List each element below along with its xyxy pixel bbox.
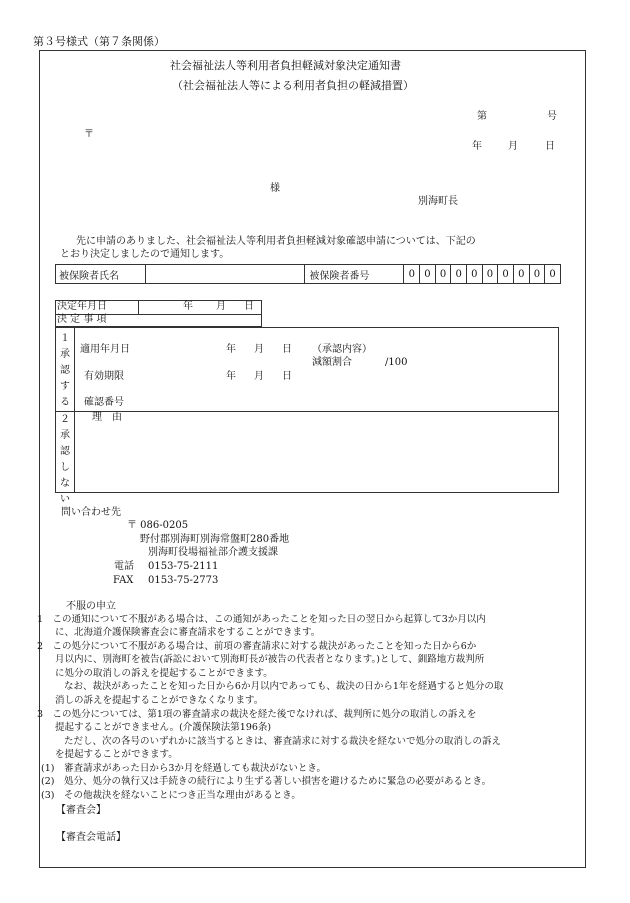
contact-tel-label: 電話	[114, 561, 134, 572]
shinsakai-label: 【審査会】	[56, 805, 106, 816]
contact-fax: 0153-75-2773	[148, 575, 219, 586]
appeal-line: ただし、次の各号のいずれかに該当するときは、審査請求に対する裁決を経ないで処分の取消しの訴え	[64, 736, 502, 747]
decision-date-month[interactable]: 月	[216, 301, 226, 312]
form-label: 第３号様式（第７条関係）	[33, 35, 165, 48]
insured-digit[interactable]: 0	[451, 265, 467, 284]
approval-content-label: （承認内容）	[312, 344, 372, 355]
appeal-line: なお、裁決があったことを知った日から6か月以内であっても、裁決の日から1年を経過すると処分の取	[64, 681, 504, 692]
validity-day[interactable]: 日	[282, 371, 292, 382]
shinsakai-tel-label: 【審査会電話】	[56, 832, 126, 843]
decision-date-day[interactable]: 日	[244, 301, 254, 312]
appeal-line: を提起することができます。	[55, 749, 178, 760]
appeal-line: に、北海道介護保険審査会に審査請求をすることができます。	[55, 627, 321, 638]
decision-date-label: 決定年月日	[57, 301, 107, 312]
contact-heading: 問い合わせ先	[61, 507, 121, 518]
apply-date-label: 適用年月日	[80, 344, 130, 355]
insured-digit[interactable]: 0	[435, 265, 451, 284]
document-subtitle: （社会福祉法人等による利用者負担の軽減措置）	[172, 79, 414, 92]
reduction-label: 減額割合	[312, 357, 352, 368]
addressee-sama: 様	[270, 183, 280, 194]
contact-dept: 別海町役場福祉部介護支援課	[148, 547, 278, 558]
insured-name-label: 被保険者氏名	[56, 265, 146, 284]
apply-date-day[interactable]: 日	[282, 344, 292, 355]
divider	[56, 411, 558, 412]
validity-month[interactable]: 月	[254, 371, 264, 382]
decision-items-label: 決 定 事 項	[57, 314, 107, 325]
apply-date-year[interactable]: 年	[226, 344, 236, 355]
decision-box	[55, 327, 559, 493]
insured-digit[interactable]: 0	[498, 265, 514, 284]
insured-name-field[interactable]	[145, 265, 305, 284]
appeal-line: に処分の取消しの訴えを提起することができます。	[55, 668, 273, 679]
appeal-line: 2 この処分について不服がある場合は、前項の審査請求に対する裁決があったことを知った日から6か	[37, 641, 477, 652]
appeal-line: 1 この通知について不服がある場合は、この通知があったことを知った日の翌日から起算して3か月以内	[37, 614, 486, 625]
reject-label: ２承認しない	[60, 414, 70, 505]
appeal-line: (2) 処分、処分の執行又は手続きの続行により生ずる著しい損害を避けるために緊急の必要があるとき。	[41, 776, 492, 787]
contact-tel: 0153-75-2111	[148, 561, 219, 572]
approve-label: １承認する	[60, 333, 70, 408]
validity-year[interactable]: 年	[226, 371, 236, 382]
number-go: 号	[547, 111, 557, 122]
decision-date-year[interactable]: 年	[183, 301, 193, 312]
appeal-line: 消しの訴えを提起することができなくなります。	[55, 695, 264, 706]
number-dai: 第	[477, 111, 487, 122]
appeal-heading: 不服の申立	[66, 601, 116, 612]
divider	[74, 328, 75, 492]
appeal-line: (1) 審査請求があった日から3か月を経過しても裁決がないとき。	[41, 763, 327, 774]
appeal-line: (3) その他裁決を経ないことにつき正当な理由があるとき。	[41, 790, 301, 801]
contact-postal: 〒 086-0205	[127, 520, 189, 531]
insured-digit[interactable]: 0	[513, 265, 529, 284]
reason-label: 理 由	[92, 412, 122, 423]
reduction-value[interactable]: /100	[385, 357, 408, 368]
insured-digit[interactable]: 0	[420, 265, 436, 284]
divider	[138, 301, 139, 314]
mayor-name: 別海町長	[418, 196, 458, 207]
appeal-line: 提起することができません。(介護保険法第196条)	[55, 722, 272, 733]
insured-number-label: 被保険者番号	[305, 265, 404, 284]
postal-mark: 〒	[84, 129, 94, 140]
insured-digit[interactable]: 0	[404, 265, 420, 284]
validity-label: 有効期限	[84, 371, 124, 382]
insured-digit[interactable]: 0	[482, 265, 498, 284]
confirm-number-label: 確認番号	[84, 397, 124, 408]
insured-digit[interactable]: 0	[529, 265, 545, 284]
insured-digit[interactable]: 0	[467, 265, 483, 284]
appeal-line: 3 この処分については、第1項の審査請求の裁決を経た後でなければ、裁判所に処分の取消しの訴えを	[37, 709, 477, 720]
appeal-line: 月以内に、別海町を被告(訴訟において別海町長が被告の代表者となります。)として、釧路地方裁判所	[55, 654, 485, 665]
issue-date-month: 月	[508, 141, 518, 152]
contact-address: 野付郡別海町別海常盤町280番地	[140, 534, 290, 545]
issue-date-day: 日	[545, 141, 555, 152]
issue-date-year: 年	[472, 141, 482, 152]
contact-fax-label: FAX	[113, 575, 134, 586]
apply-date-month[interactable]: 月	[254, 344, 264, 355]
insured-table	[55, 264, 561, 284]
document-title: 社会福祉法人等利用者負担軽減対象決定通知書	[170, 59, 401, 72]
intro-line-2: とおり決定しましたので通知します。	[60, 249, 230, 260]
insured-digit[interactable]: 0	[545, 265, 561, 284]
intro-line-1: 先に申請のありました、社会福祉法人等利用者負担軽減対象確認申請については、下記の	[76, 236, 476, 247]
